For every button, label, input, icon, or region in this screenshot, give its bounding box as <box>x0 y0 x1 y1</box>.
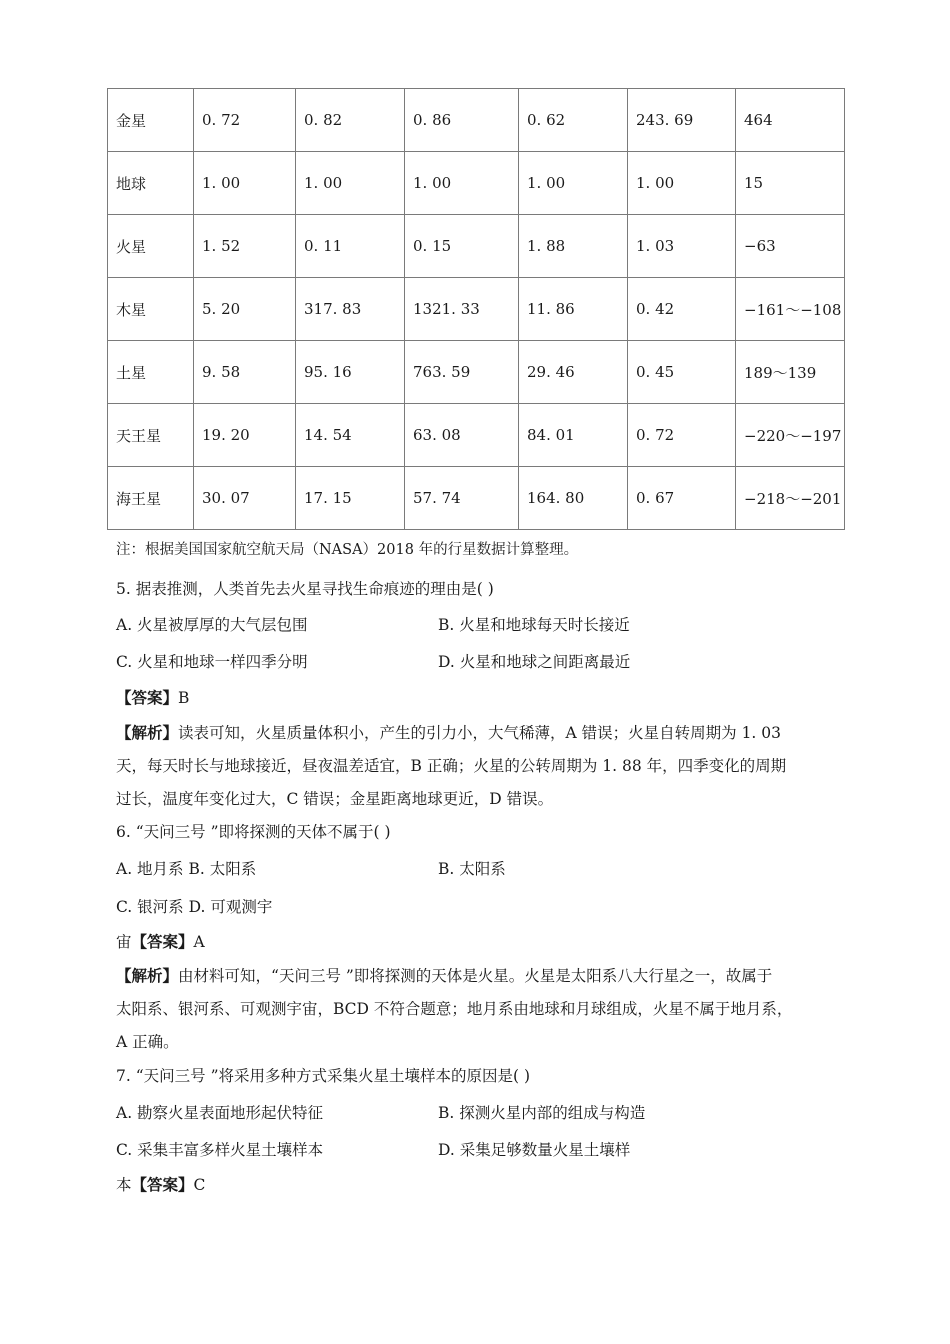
table-row <box>108 467 845 530</box>
answer-value: A <box>193 933 205 951</box>
answer-value: B <box>178 689 190 707</box>
table-cell: 0. 62 <box>519 89 628 152</box>
table-cell: 1. 00 <box>405 152 519 215</box>
table-cell: 1. 00 <box>519 152 628 215</box>
table-cell: −220～−197 <box>736 404 845 467</box>
table-note: 注：根据美国国家航空航天局（NASA）2018 年的行星数据计算整理。 <box>116 542 579 558</box>
q5-analysis-line-3: 过长，温度年变化过大，C 错误；金星距离地球更近，D 错误。 <box>116 790 554 808</box>
planet-name-cell: 火星 <box>108 215 194 278</box>
table-cell: 19. 20 <box>194 404 296 467</box>
table-cell: 1. 00 <box>296 152 405 215</box>
planet-name-cell: 海王星 <box>108 467 194 530</box>
table-cell: 317. 83 <box>296 278 405 341</box>
table-cell: 0. 72 <box>628 404 736 467</box>
table-cell: −218～−201 <box>736 467 845 530</box>
table-cell: 57. 74 <box>405 467 519 530</box>
table-cell: 17. 15 <box>296 467 405 530</box>
q7-option-d: D. 采集足够数量火星土壤样 <box>438 1141 631 1159</box>
table-row <box>108 215 845 278</box>
table-cell: 30. 07 <box>194 467 296 530</box>
q6-analysis-line-3: A 正确。 <box>116 1033 179 1051</box>
table-cell: 14. 54 <box>296 404 405 467</box>
table-row <box>108 89 845 152</box>
planet-name-cell: 木星 <box>108 278 194 341</box>
q6-analysis-line-1: 【解析】由材料可知，“天问三号 ”即将探测的天体是火星。火星是太阳系八大行星之一，故属于 <box>116 966 773 985</box>
q5-answer <box>116 688 189 708</box>
q5-option-c: C. 火星和地球一样四季分明 <box>116 653 308 671</box>
table-cell: 1. 88 <box>519 215 628 278</box>
analysis-label: 【解析】 <box>116 966 179 985</box>
planet-name-cell: 金星 <box>108 89 194 152</box>
answer-label: 【答案】 <box>131 1175 194 1194</box>
table-row <box>108 341 845 404</box>
answer-label: 【答案】 <box>131 932 194 951</box>
q7-option-b: B. 探测火星内部的组成与构造 <box>438 1104 646 1122</box>
table-cell: 9. 58 <box>194 341 296 404</box>
q6-answer: 宙【答案】A <box>116 932 205 951</box>
q5-analysis-line-1: 【解析】读表可知，火星质量体积小，产生的引力小，大气稀薄，A 错误；火星自转周期为 1. 03 <box>116 723 782 742</box>
table-cell: 0. 11 <box>296 215 405 278</box>
q5-option-d: D. 火星和地球之间距离最近 <box>438 653 631 671</box>
table-cell: −161～−108 <box>736 278 845 341</box>
table-cell: 1321. 33 <box>405 278 519 341</box>
q6-options-ab: A. 地月系 B. 太阳系 <box>116 860 257 878</box>
q5-option-b: B. 火星和地球每天时长接近 <box>438 616 630 634</box>
table-cell: 0. 82 <box>296 89 405 152</box>
planet-name-cell: 天王星 <box>108 404 194 467</box>
table-cell: 84. 01 <box>519 404 628 467</box>
table-cell: 164. 80 <box>519 467 628 530</box>
table-cell: 0. 45 <box>628 341 736 404</box>
q7-answer: 本【答案】C <box>116 1175 206 1194</box>
table-cell: 63. 08 <box>405 404 519 467</box>
table-cell: 0. 72 <box>194 89 296 152</box>
q6-option-b-repeat: B. 太阳系 <box>438 860 506 878</box>
q6-analysis-line-2: 太阳系、银河系、可观测宇宙，BCD 不符合题意；地月系由地球和月球组成，火星不属于地月系， <box>116 1000 793 1018</box>
table-cell: −63 <box>736 215 845 278</box>
q5-stem: 5. 据表推测，人类首先去火星寻找生命痕迹的理由是( ) <box>116 580 494 598</box>
q5-option-a: A. 火星被厚厚的大气层包围 <box>116 616 308 634</box>
table-cell: 1. 52 <box>194 215 296 278</box>
planet-name-cell: 土星 <box>108 341 194 404</box>
answer-value: C <box>193 1176 206 1194</box>
table-cell: 464 <box>736 89 845 152</box>
table-cell: 11. 86 <box>519 278 628 341</box>
planet-data-table <box>107 88 845 530</box>
q7-stem: 7. “天问三号 ”将采用多种方式采集火星土壤样本的原因是( ) <box>116 1067 531 1085</box>
table-cell: 763. 59 <box>405 341 519 404</box>
q7-option-c: C. 采集丰富多样火星土壤样本 <box>116 1141 324 1159</box>
table-cell: 0. 86 <box>405 89 519 152</box>
q6-options-cd: C. 银河系 D. 可观测宇 <box>116 898 273 916</box>
answer-label: 【答案】 <box>116 688 179 707</box>
table-cell: 0. 67 <box>628 467 736 530</box>
table-cell: 1. 00 <box>628 152 736 215</box>
table-cell: 189～139 <box>736 341 845 404</box>
planet-name-cell: 地球 <box>108 152 194 215</box>
analysis-label: 【解析】 <box>116 723 179 742</box>
q6-stem: 6. “天问三号 ”即将探测的天体不属于( ) <box>116 823 391 841</box>
q7-option-a: A. 勘察火星表面地形起伏特征 <box>116 1104 324 1122</box>
table-cell: 0. 42 <box>628 278 736 341</box>
table-cell: 5. 20 <box>194 278 296 341</box>
table-cell: 29. 46 <box>519 341 628 404</box>
table-cell: 95. 16 <box>296 341 405 404</box>
q5-analysis-line-2: 天，每天时长与地球接近，昼夜温差适宜，B 正确；火星的公转周期为 1. 88 年，四季变化的周期 <box>116 757 787 775</box>
table-cell: 1. 00 <box>194 152 296 215</box>
table-cell: 15 <box>736 152 845 215</box>
table-cell: 243. 69 <box>628 89 736 152</box>
table-row <box>108 152 845 215</box>
table-cell: 0. 15 <box>405 215 519 278</box>
table-row <box>108 278 845 341</box>
table-cell: 1. 03 <box>628 215 736 278</box>
table-row <box>108 404 845 467</box>
